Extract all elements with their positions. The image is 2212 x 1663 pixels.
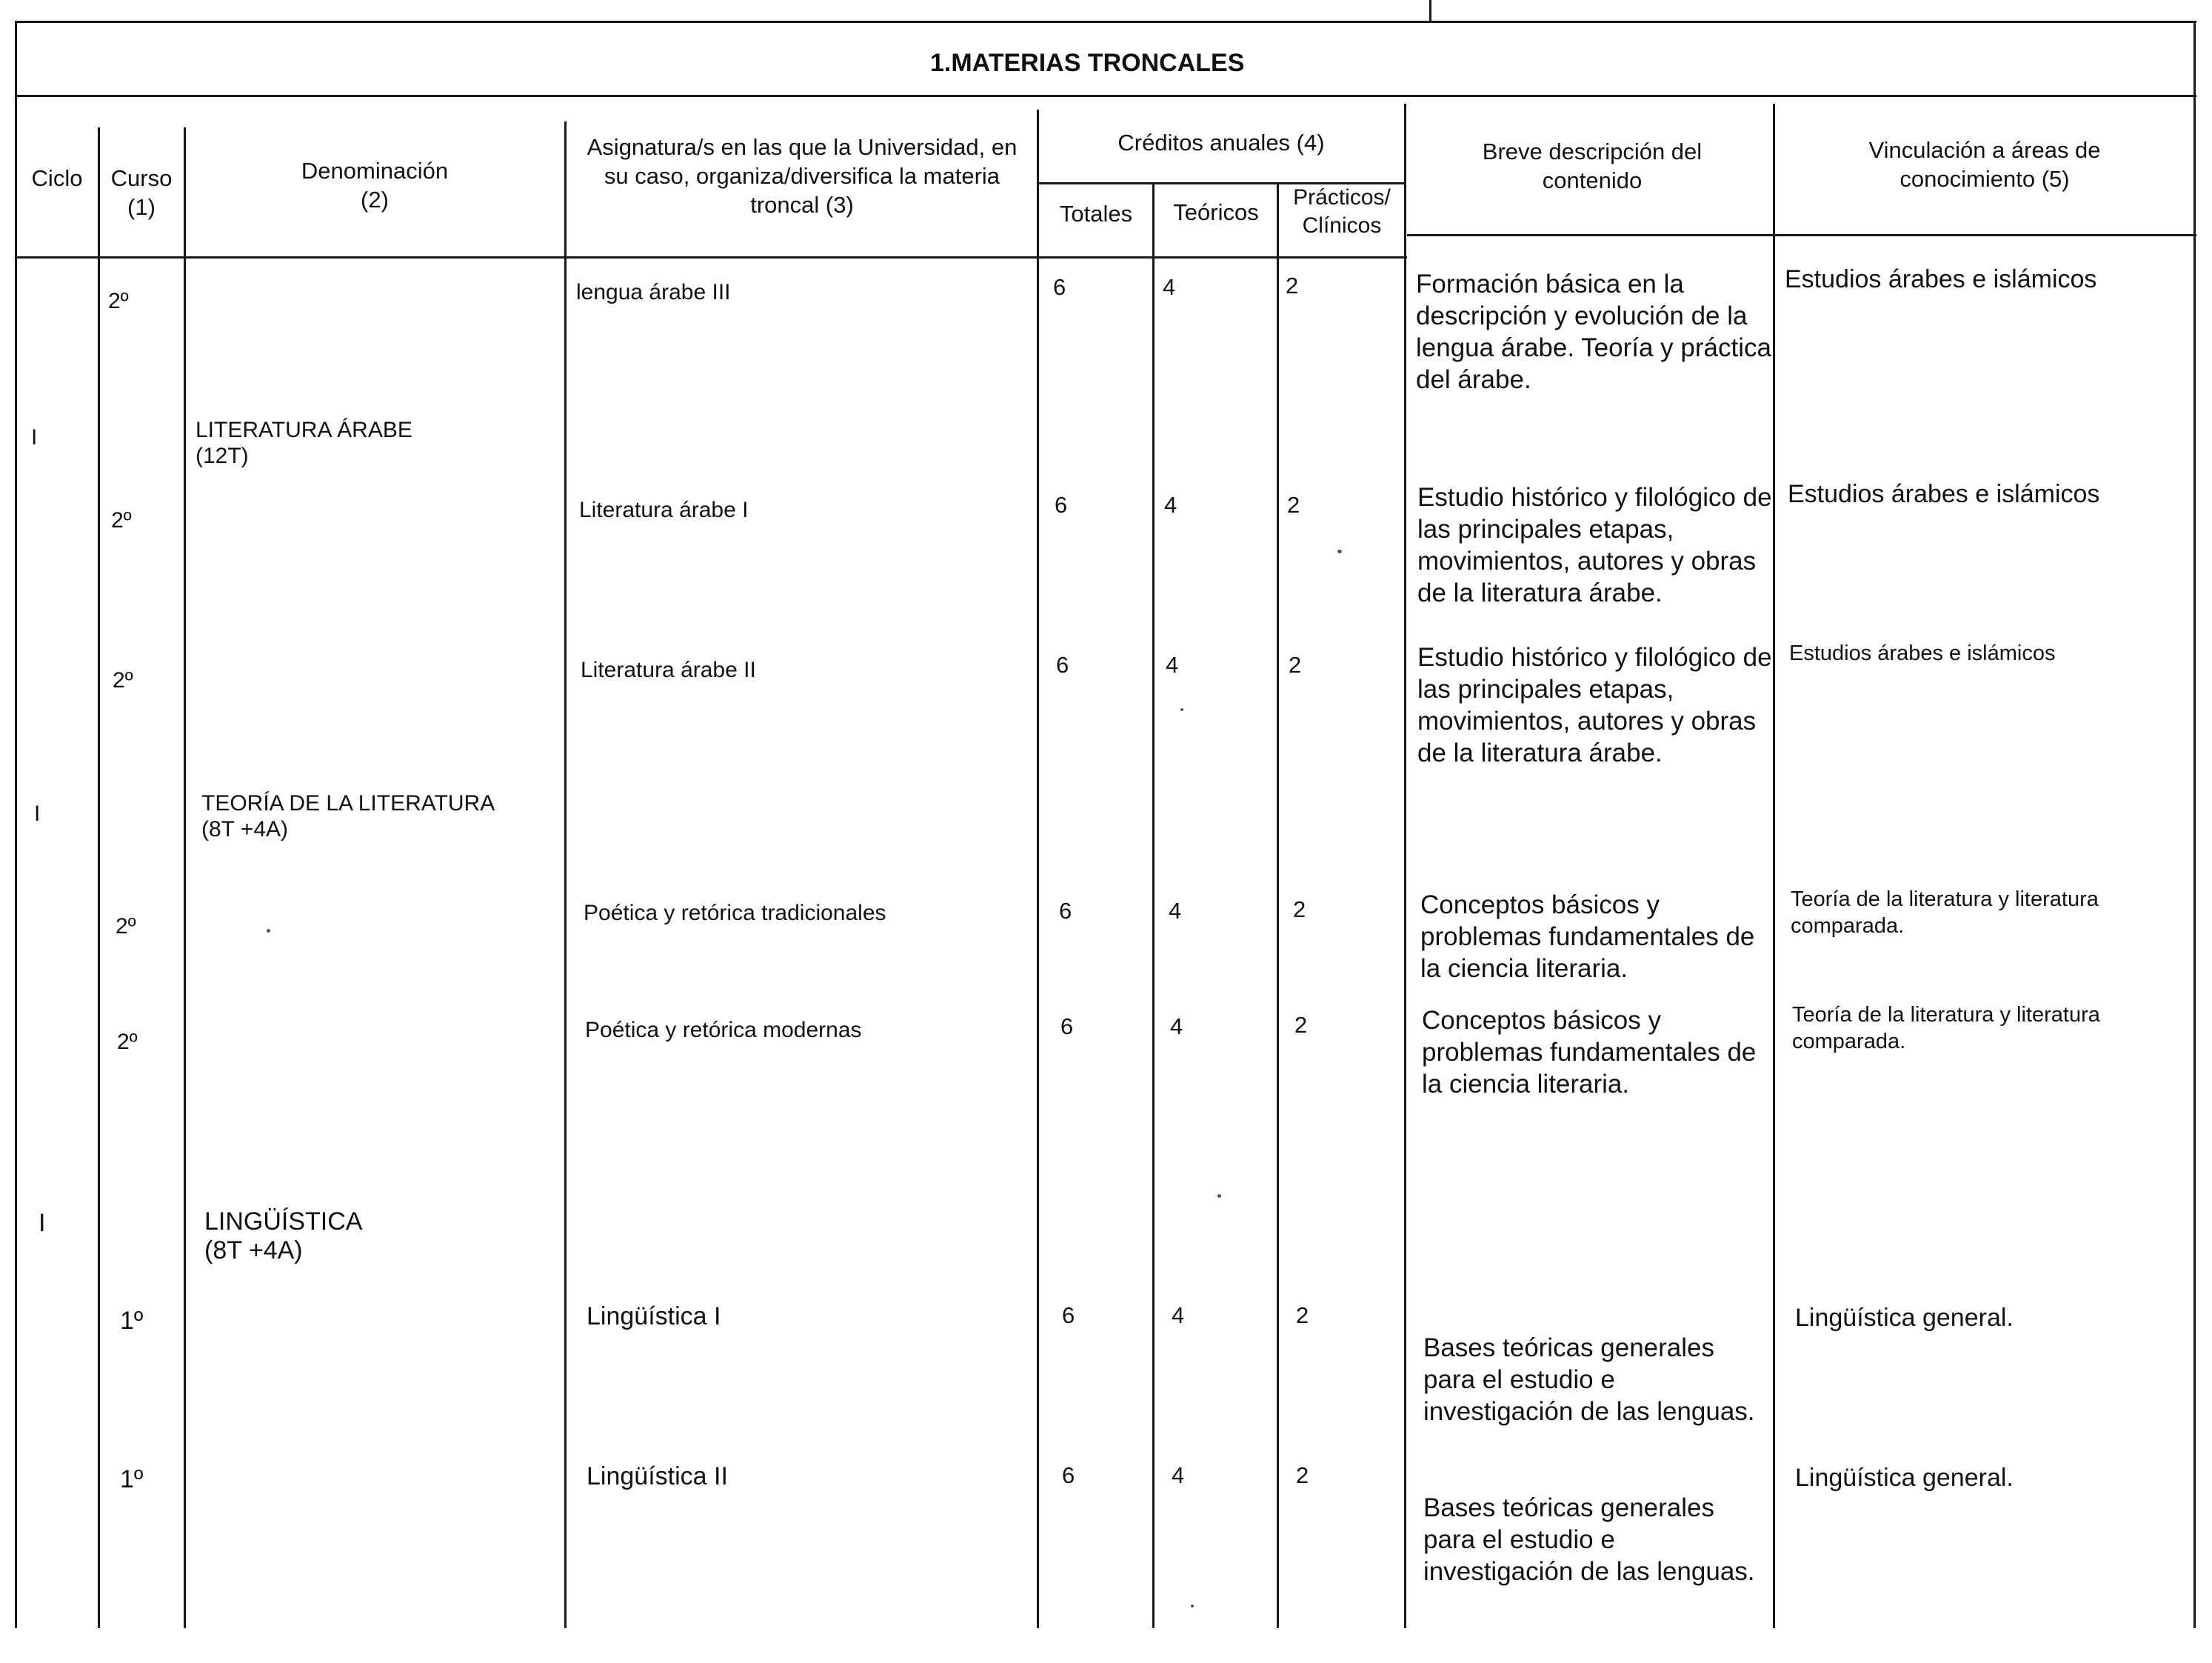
header-asignaturas: Asignatura/s en las que la Universidad, en su caso, organiza/diversifica la materia troncal (3) — [587, 134, 1018, 218]
table-row-curso: 1º — [120, 1465, 144, 1493]
group-ciclo: I — [34, 801, 41, 826]
table-row-totales: 6 — [1062, 1302, 1075, 1328]
table-row-descripcion: Estudio histórico y filológico de las principales etapas, movimientos, autores y obras de la literatura árabe. — [1417, 483, 1772, 607]
table-row-teoricos: 4 — [1172, 1302, 1185, 1328]
scan-speck — [1337, 550, 1342, 553]
scan-speck — [267, 929, 270, 933]
table-row-teoricos: 4 — [1164, 492, 1177, 518]
table-row-asignatura: Poética y retórica modernas — [585, 1018, 862, 1042]
table-row-practicos: 2 — [1293, 896, 1306, 922]
header-vinculacion: Vinculación a áreas de conocimiento (5) — [1868, 137, 2101, 192]
table-row-descripcion: Bases teóricas generales para el estudio e investigación de las lenguas. — [1423, 1333, 1755, 1426]
header-practicos: Prácticos/ Clínicos — [1293, 185, 1391, 238]
header-descripcion: Breve descripción del contenido — [1482, 139, 1703, 193]
col-divider-asignatura — [1037, 110, 1039, 1628]
table-row-practicos: 2 — [1294, 1012, 1308, 1038]
group-credits: (12T) — [196, 443, 249, 468]
table-border-right — [2193, 21, 2196, 1628]
group-ciclo: I — [31, 425, 38, 450]
header-totales: Totales — [1059, 201, 1133, 227]
table-row-descripcion: Conceptos básicos y problemas fundamentales de la ciencia literaria. — [1420, 890, 1755, 983]
table-row-descripcion: Conceptos básicos y problemas fundamentales de la ciencia literaria. — [1422, 1006, 1757, 1099]
group-denominacion — [201, 791, 495, 842]
header-denominacion-note: (2) — [361, 186, 389, 213]
header-denominacion-label: Denominación — [301, 158, 449, 184]
table-row-teoricos: 4 — [1163, 274, 1176, 300]
header-curso-label: Curso — [110, 165, 173, 191]
table-border-left — [15, 21, 17, 1628]
scan-speck — [1180, 708, 1183, 711]
group-name: LINGÜÍSTICA — [204, 1207, 363, 1236]
header-ciclo: Ciclo — [31, 165, 83, 191]
group-denominacion — [204, 1207, 362, 1265]
table-row-curso: 1º — [120, 1307, 144, 1335]
col-divider-ciclo — [98, 127, 100, 1628]
table-row-descripcion: Bases teóricas generales para el estudio e investigación de las lenguas. — [1423, 1493, 1755, 1586]
table-row-teoricos: 4 — [1170, 1013, 1183, 1039]
table-border-top — [15, 21, 2196, 23]
table-row-descripcion: Formación básica en la descripción y evolución de la lengua árabe. Teoría y práctica del árabe. — [1416, 270, 1771, 394]
table-row-teoricos: 4 — [1166, 652, 1179, 678]
table-row-practicos: 2 — [1287, 492, 1300, 518]
table-row-descripcion: Estudio histórico y filológico de las principales etapas, movimientos, autores y obras de la literatura árabe. — [1417, 643, 1772, 767]
table-row-totales: 6 — [1060, 1013, 1074, 1039]
table-row-practicos: 2 — [1289, 652, 1302, 678]
table-row-area: Lingüística general. — [1795, 1464, 2014, 1492]
table-row-totales: 6 — [1055, 492, 1068, 518]
header-curso-note: (1) — [127, 193, 156, 220]
header-bottom-right — [1407, 234, 2196, 236]
table-row-practicos: 2 — [1296, 1462, 1309, 1488]
table-row-teoricos: 4 — [1169, 898, 1182, 924]
table-row-asignatura: lengua árabe III — [576, 280, 731, 304]
table-row-asignatura: Lingüística I — [587, 1302, 721, 1330]
table-row-area: Estudios árabes e islámicos — [1785, 265, 2097, 293]
table-row-totales: 6 — [1056, 652, 1069, 678]
table-row-area: Estudios árabes e islámicos — [1789, 641, 2056, 665]
table-border-top-right — [1429, 0, 1431, 22]
scan-speck — [1217, 1194, 1221, 1198]
table-row-curso: 2º — [111, 508, 132, 533]
table-row-area: Lingüística general. — [1795, 1304, 2014, 1332]
table-row-practicos: 2 — [1286, 273, 1299, 299]
table-row-curso: 2º — [113, 668, 133, 693]
col-divider-teoricos — [1277, 182, 1279, 1628]
col-divider-denominacion — [564, 121, 567, 1628]
group-name: LITERATURA ÁRABE — [196, 418, 412, 442]
table-row-area: Teoría de la literatura y literatura comparada. — [1792, 1003, 2100, 1053]
title-bar-bottom — [15, 95, 2196, 97]
col-divider-descripcion — [1773, 104, 1775, 1628]
header-denominacion — [187, 157, 563, 215]
header-curso — [101, 164, 182, 222]
table-row-curso: 2º — [116, 914, 136, 939]
table-row-curso: 2º — [117, 1030, 138, 1054]
table-row-teoricos: 4 — [1172, 1462, 1185, 1488]
col-divider-practicos — [1404, 104, 1406, 1628]
table-row-asignatura: Lingüística II — [587, 1462, 728, 1490]
section-title: 1.MATERIAS TRONCALES — [930, 49, 1245, 77]
table-row-practicos: 2 — [1296, 1302, 1309, 1328]
group-credits: (8T +4A) — [204, 1236, 303, 1265]
table-row-totales: 6 — [1062, 1462, 1075, 1488]
table-row-totales: 6 — [1053, 274, 1066, 300]
header-teoricos: Teóricos — [1173, 199, 1259, 225]
scan-speck — [1191, 1604, 1194, 1607]
header-bottom-left — [15, 256, 1407, 259]
table-row-asignatura: Literatura árabe II — [581, 658, 756, 682]
col-divider-totales — [1152, 182, 1155, 1628]
header-creditos: Créditos anuales (4) — [1117, 130, 1325, 156]
group-denominacion — [196, 418, 412, 469]
group-ciclo: I — [39, 1209, 46, 1237]
col-divider-curso — [184, 127, 186, 1628]
group-name: TEORÍA DE LA LITERATURA — [201, 791, 495, 816]
table-row-area: Estudios árabes e islámicos — [1788, 480, 2100, 508]
group-credits: (8T +4A) — [201, 816, 288, 842]
table-row-area: Teoría de la literatura y literatura comparada. — [1791, 887, 2099, 938]
table-row-asignatura: Literatura árabe I — [579, 498, 749, 522]
table-row-curso: 2º — [108, 289, 129, 313]
table-row-totales: 6 — [1059, 898, 1072, 924]
table-row-asignatura: Poética y retórica tradicionales — [584, 901, 886, 925]
